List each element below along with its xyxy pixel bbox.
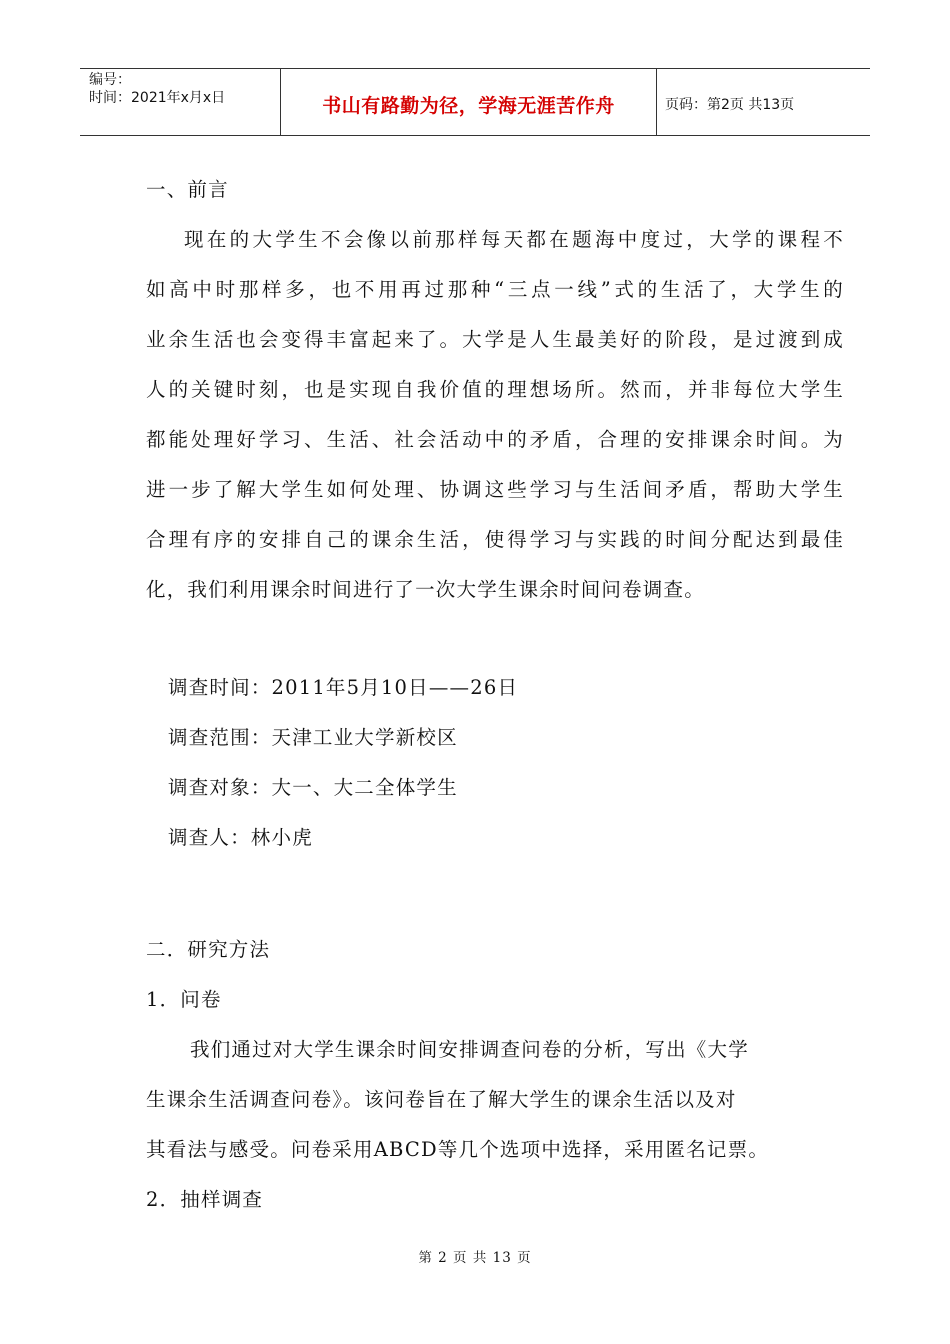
page-footer: 第 2 页 共 13 页 xyxy=(418,1250,532,1266)
paragraph-line: 其看法与感受。问卷采用ABCD等几个选项中选择，采用匿名记票。 xyxy=(146,1138,770,1161)
paragraph-line: 都能处理好学习、生活、社会活动中的矛盾，合理的安排课余时间。为 xyxy=(146,428,844,451)
document-time-label: 时间：2021年x月x日 xyxy=(89,90,226,106)
paragraph-line: 化，我们利用课余时间进行了一次大学生课余时间问卷调查。 xyxy=(146,578,705,601)
paragraph-line: 我们通过对大学生课余时间安排调查问卷的分析，写出《大学 xyxy=(190,1038,749,1061)
survey-time: 调查时间：2011年5月10日——26日 xyxy=(168,676,519,699)
survey-investigator: 调查人：林小虎 xyxy=(168,826,313,849)
section-heading-preface: 一、前言 xyxy=(146,178,229,201)
paragraph-line: 业余生活也会变得丰富起来了。大学是人生最美好的阶段，是过渡到成 xyxy=(146,328,844,351)
paragraph-line: 人的关键时刻，也是实现自我价值的理想场所。然而，并非每位大学生 xyxy=(146,378,844,401)
paragraph-line: 现在的大学生不会像以前那样每天都在题海中度过，大学的课程不 xyxy=(184,228,844,251)
subsection-heading-questionnaire: 1．问卷 xyxy=(146,988,222,1011)
section-heading-methods: 二．研究方法 xyxy=(146,938,271,961)
paragraph-line: 进一步了解大学生如何处理、协调这些学习与生活间矛盾，帮助大学生 xyxy=(146,478,844,501)
subsection-heading-sampling: 2．抽样调查 xyxy=(146,1188,264,1211)
header-slogan: 书山有路勤为径，学海无涯苦作舟 xyxy=(281,69,657,135)
paragraph-line: 合理有序的安排自己的课余生活，使得学习与实践的时间分配达到最佳 xyxy=(146,528,844,551)
page-header xyxy=(80,68,870,136)
header-meta xyxy=(80,69,281,135)
document-number-label: 编号： xyxy=(89,72,131,88)
survey-target: 调查对象：大一、大二全体学生 xyxy=(168,776,458,799)
paragraph-line: 生课余生活调查问卷》。该问卷旨在了解大学生的课余生活以及对 xyxy=(146,1088,737,1111)
header-page-info: 页码：第2页 共13页 xyxy=(665,97,795,113)
survey-scope: 调查范围：天津工业大学新校区 xyxy=(168,726,458,749)
paragraph-line: 如高中时那样多，也不用再过那种“三点一线”式的生活了，大学生的 xyxy=(146,278,844,301)
